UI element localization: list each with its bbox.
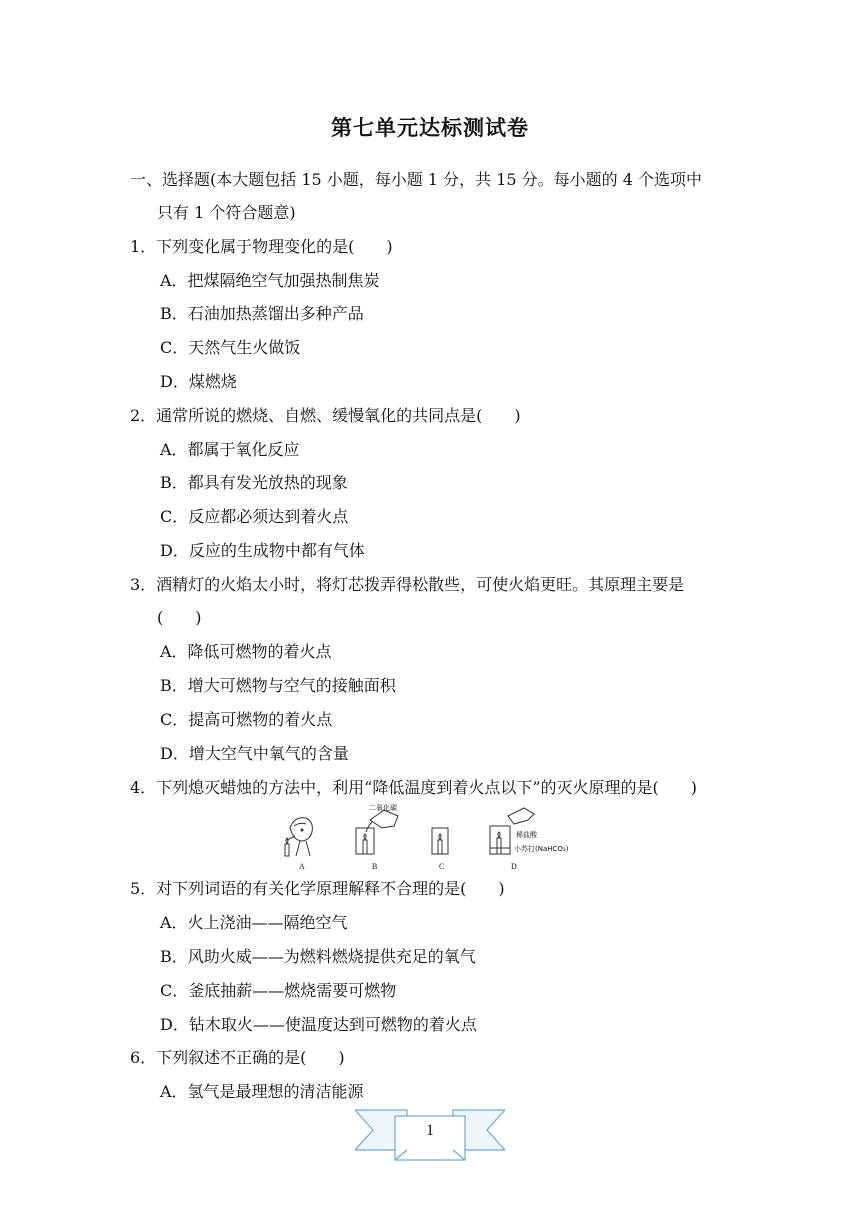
page-title: 第七单元达标测试卷 — [331, 115, 529, 140]
section-heading: 一、选择题(本大题包括 15 小题，每小题 1 分，共 15 分。每小题的 4 个选项中 — [130, 170, 703, 189]
figure-c-covered-beaker — [432, 828, 448, 854]
question-2: 2．通常所说的燃烧、自燃、缓慢氧化的共同点是( ) — [130, 406, 521, 425]
question-6: 6．下列叙述不正确的是( ) — [130, 1048, 345, 1067]
q3-option-a: A．降低可燃物的着火点 — [160, 642, 332, 661]
question-3: 3．酒精灯的火焰太小时，将灯芯拨弄得松散些，可使火焰更旺。其原理主要是 — [130, 575, 685, 594]
q2-option-b: B．都具有发光放热的现象 — [160, 473, 348, 492]
candle-extinguish-figure — [272, 800, 592, 872]
q5-option-a: A．火上浇油——隔绝空气 — [160, 913, 348, 932]
q2-option-d: D．反应的生成物中都有气体 — [160, 541, 365, 560]
label-co2: 二氧化碳 — [369, 804, 397, 812]
question-4: 4．下列熄灭蜡烛的方法中，利用“降低温度到着火点以下”的灭火原理的是( ) — [130, 778, 698, 797]
q5-option-b: B．风助火威——为燃料燃烧提供充足的氧气 — [160, 947, 476, 966]
question-3-cont: ( ) — [157, 608, 202, 627]
q1-option-c: C．天然气生火做饭 — [160, 338, 301, 357]
label-b: B — [372, 862, 378, 871]
question-5: 5．对下列词语的有关化学原理解释不合理的是( ) — [130, 879, 505, 898]
section-heading-cont: 只有 1 个符合题意) — [157, 203, 296, 222]
q5-option-c: C．釜底抽薪——燃烧需要可燃物 — [160, 981, 397, 1000]
figure-a-blowing — [285, 818, 312, 856]
q1-option-d: D．煤燃烧 — [160, 372, 237, 391]
page-number-ribbon — [355, 1104, 505, 1166]
q2-option-a: A．都属于氧化反应 — [160, 440, 300, 459]
label-a: A — [299, 862, 305, 871]
q1-option-b: B．石油加热蒸馏出多种产品 — [160, 304, 364, 323]
question-1: 1．下列变化属于物理变化的是( ) — [130, 237, 393, 256]
label-acid: 稀盐酸 — [516, 831, 537, 839]
figure-b-co2-beaker — [356, 810, 398, 854]
page-number: 1 — [426, 1122, 434, 1139]
q6-option-a: A．氢气是最理想的清洁能源 — [160, 1082, 364, 1101]
label-c: C — [439, 862, 445, 871]
q3-option-c: C．提高可燃物的着火点 — [160, 710, 333, 729]
q5-option-d: D．钻木取火——使温度达到可燃物的着火点 — [160, 1015, 477, 1034]
label-d: D — [511, 862, 517, 871]
q1-option-a: A．把煤隔绝空气加强热制焦炭 — [160, 271, 380, 290]
label-soda: 小苏打(NaHCO₃) — [514, 845, 569, 853]
q2-option-c: C．反应都必须达到着火点 — [160, 507, 349, 526]
q3-option-d: D．增大空气中氧气的含量 — [160, 744, 349, 763]
q3-option-b: B．增大可燃物与空气的接触面积 — [160, 676, 396, 695]
